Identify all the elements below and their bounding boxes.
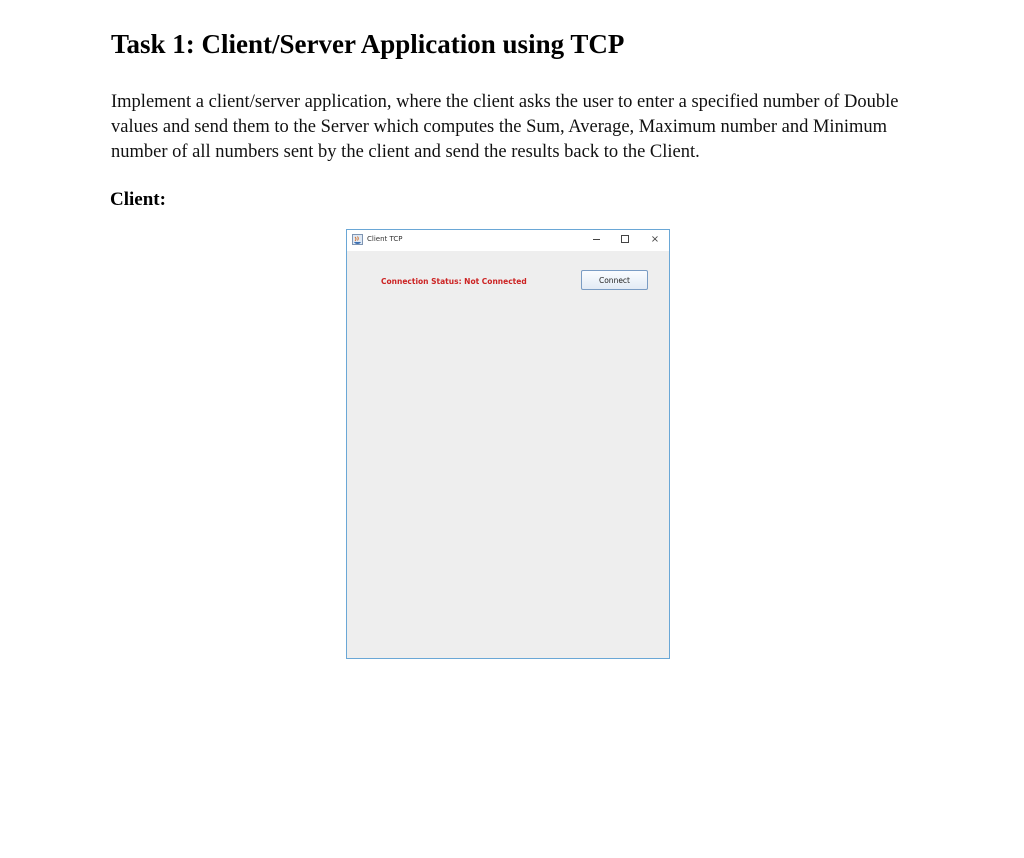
task-description: Implement a client/server application, where the client asks the user to enter a specified number of Double values and send them to the Server which computes the Sum, Average, Maximum number and Minimum number of all numbers sent by the client and send the results back to the Client. (111, 92, 899, 162)
document-title: Task 1: Client/Server Application using TCP (111, 29, 625, 59)
maximize-icon[interactable] (617, 233, 633, 247)
client-tcp-window (346, 229, 670, 659)
window-titlebar[interactable] (347, 230, 669, 251)
close-icon[interactable]: × (650, 234, 660, 245)
window-title: Client TCP (367, 235, 403, 243)
minimize-icon[interactable] (588, 233, 604, 247)
section-label-client: Client: (110, 189, 166, 210)
java-app-icon (352, 234, 363, 245)
connection-status-label: Connection Status: Not Connected (381, 277, 527, 286)
connect-button[interactable]: Connect (581, 270, 648, 290)
